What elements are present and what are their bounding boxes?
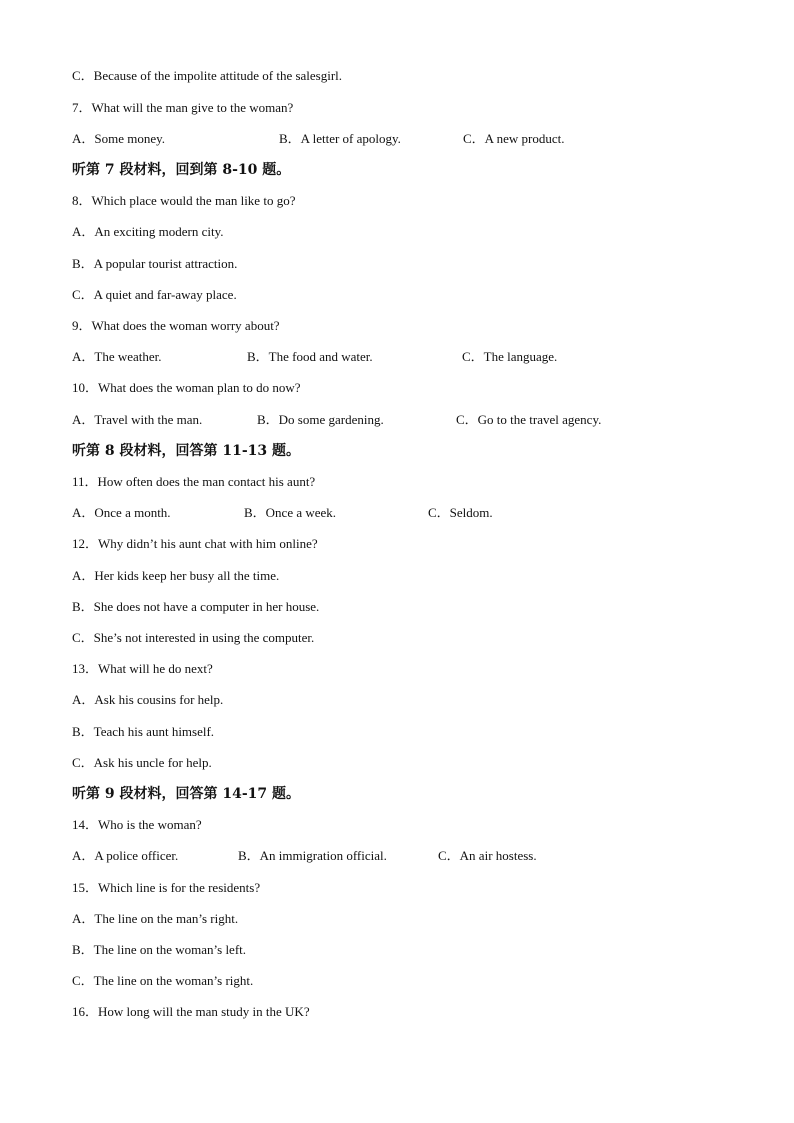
section-heading-8: 听第 8 段材料，回答第 11-13 题。 [72,443,301,459]
option-a-q9: A．The weather. [72,349,162,364]
question-11: 11．How often does the man contact his aunt? [72,474,316,489]
option-c-q13: C．Ask his uncle for help. [72,755,212,770]
option-a-q15: A．The line on the man’s right. [72,911,239,926]
option-b-q9: B．The food and water. [247,349,373,364]
option-c-q15: C．The line on the woman’s right. [72,973,254,988]
option-b-q10: B．Do some gardening. [257,412,384,427]
option-c-q11: C．Seldom. [428,505,493,520]
option-a-q11: A．Once a month. [72,505,171,520]
question-8: 8．Which place would the man like to go? [72,193,296,208]
option-a-q8: A．An exciting modern city. [72,224,224,239]
option-a-q10: A．Travel with the man. [72,412,203,427]
option-b-q12: B．She does not have a computer in her house. [72,599,320,614]
question-16: 16．How long will the man study in the UK? [72,1004,310,1019]
question-9: 9．What does the woman worry about? [72,318,280,333]
section-heading-7: 听第 7 段材料，回到第 8-10 题。 [72,162,291,178]
option-c-q10: C．Go to the travel agency. [456,412,602,427]
option-b-q14: B．An immigration official. [238,848,387,863]
option-a-q14: A．A police officer. [72,848,179,863]
question-15: 15．Which line is for the residents? [72,880,261,895]
option-b-q7: B．A letter of apology. [279,131,401,146]
question-13: 13．What will he do next? [72,661,213,676]
option-c-q9: C．The language. [462,349,558,364]
option-c-q7: C．A new product. [463,131,565,146]
option-c-q14: C．An air hostess. [438,848,537,863]
question-7: 7．What will the man give to the woman? [72,100,294,115]
option-b-q11: B．Once a week. [244,505,337,520]
option-a-q13: A．Ask his cousins for help. [72,692,224,707]
section-heading-9: 听第 9 段材料，回答第 14-17 题。 [72,786,301,802]
option-b-q13: B．Teach his aunt himself. [72,724,215,739]
question-12: 12．Why didn’t his aunt chat with him online? [72,536,318,551]
option-b-q8: B．A popular tourist attraction. [72,256,238,271]
question-14: 14．Who is the woman? [72,817,202,832]
option-c-q12: C．She’s not interested in using the computer. [72,630,315,645]
option-c-q6: C．Because of the impolite attitude of the salesgirl. [72,68,343,83]
option-a-q12: A．Her kids keep her busy all the time. [72,568,280,583]
option-c-q8: C．A quiet and far-away place. [72,287,237,302]
option-b-q15: B．The line on the woman’s left. [72,942,247,957]
question-10: 10．What does the woman plan to do now? [72,380,301,395]
option-a-q7: A．Some money. [72,131,166,146]
